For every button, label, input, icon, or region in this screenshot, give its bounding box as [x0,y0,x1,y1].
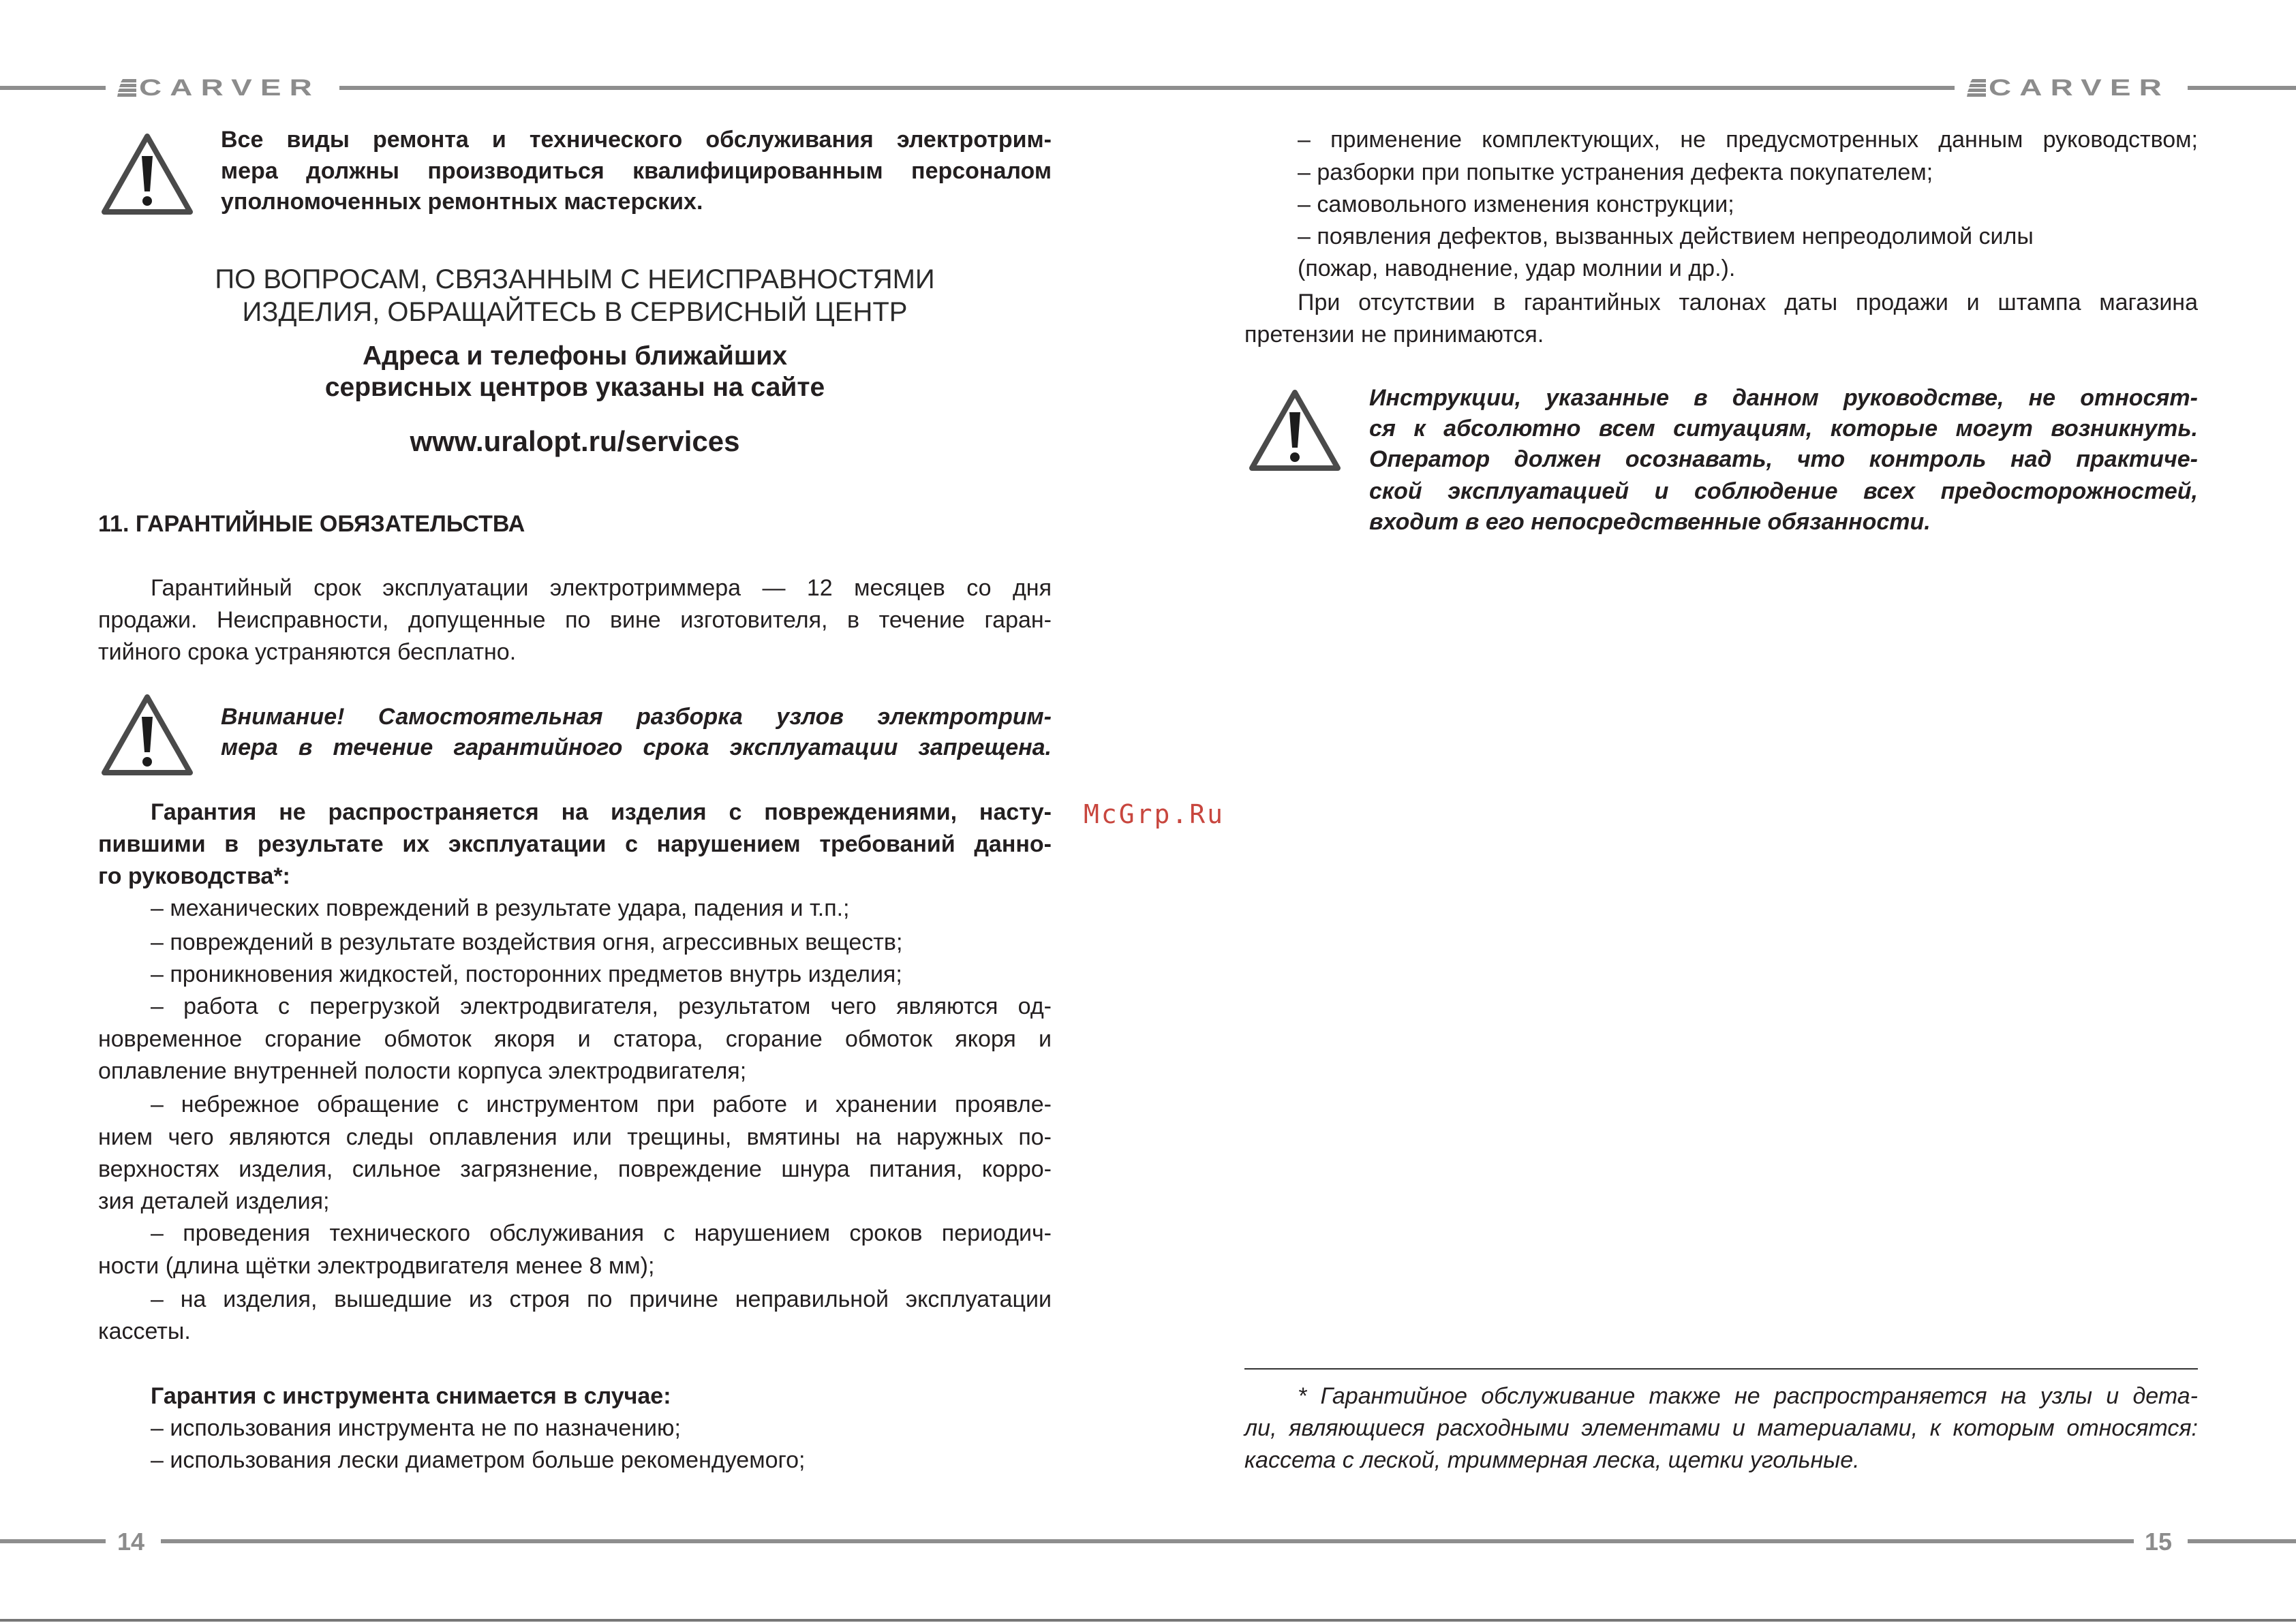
section-title: 11. ГАРАНТИЙНЫЕ ОБЯЗАТЕЛЬСТВА [98,511,525,537]
list-item-continuation: кассеты. [98,1318,191,1344]
list-item-continuation: новременное сгорание обмоток якоря и статора, сгорание обмоток якоря и [98,1026,1052,1052]
warning-line: Внимание! Самостоятельная разборка узлов электротрим- [221,704,1052,730]
header-rule-right [2188,86,2296,90]
service-url: www.uralopt.ru/services [410,425,740,457]
list-item: – использования инструмента не по назначению; [151,1415,681,1441]
list-item: – появления дефектов, вызванных действием непреодолимой силы [1298,223,2034,249]
list-item-continuation: (пожар, наводнение, удар молнии и др.). [1298,256,1736,281]
warning-line: уполномоченных ремонтных мастерских. [221,189,703,215]
header-rule-center [339,86,1955,90]
brand-name: CARVER [1989,75,2170,101]
list-item-continuation: оплавление внутренней полости корпуса электродвигателя; [98,1058,747,1084]
service-addresses-line: Адреса и телефоны ближайших [362,341,788,371]
list-item: – небрежное обращение с инструментом при работе и хранении проявле- [151,1092,1052,1117]
page-bottom-edge [0,1619,2296,1622]
list-item: – механических повреждений в результате удара, падения и т.п.; [151,895,850,921]
carver-logo-icon [117,78,136,97]
warning-line: ся к абсолютно всем ситуациям, которые могут возникнуть. [1369,416,2198,442]
paragraph-line: Гарантийный срок эксплуатации электротриммера — 12 месяцев со дня [151,575,1052,601]
page-number-left: 14 [117,1528,145,1556]
service-notice-line: ИЗДЕЛИЯ, ОБРАЩАЙТЕСЬ В СЕРВИСНЫЙ ЦЕНТР [242,297,908,327]
footer-rule-right [2188,1539,2296,1543]
footnote-separator [1244,1368,2198,1370]
list-item: – применение комплектующих, не предусмотренных данным руководством; [1298,127,2198,153]
list-item-continuation: верхностях изделия, сильное загрязнение, повреждение шнура питания, корро- [98,1156,1052,1182]
footer-rule-left [0,1539,106,1543]
removal-title: Гарантия с инструмента снимается в случае: [151,1383,671,1409]
list-item: – на изделия, вышедшие из строя по причине неправильной эксплуатации [151,1286,1052,1312]
warning-line: Все виды ремонта и технического обслуживания электротрим- [221,127,1052,153]
footnote-line: ли, являющиеся расходными элементами и материалами, к которым относятся: [1244,1415,2198,1441]
list-item: – проведения технического обслуживания с нарушением сроков периодич- [151,1220,1052,1246]
warning-line: мера должны производиться квалифицированным персоналом [221,158,1052,184]
footnote-line: кассета с леской, триммерная леска, щетки угольные. [1244,1447,1860,1473]
list-item: – повреждений в результате воздействия огня, агрессивных веществ; [151,929,903,955]
warning-line: мера в течение гарантийного срока эксплуатации запрещена. [221,735,1052,760]
paragraph-line: пившими в результате их эксплуатации с нарушением требований данно- [98,831,1052,857]
list-item: – самовольного изменения конструкции; [1298,191,1734,217]
paragraph-line: го руководства*: [98,863,290,889]
warning-line: Инструкции, указанные в данном руководстве, не относят- [1369,385,2198,411]
warning-triangle-icon [1246,388,1344,473]
carver-logo-icon [1967,78,1986,97]
paragraph-line: продажи. Неисправности, допущенные по вине изготовителя, в течение гаран- [98,607,1052,633]
footer-rule-center [161,1539,2134,1543]
warning-line: ской эксплуатацией и соблюдение всех предосторожностей, [1369,478,2198,504]
list-item: – работа с перегрузкой электродвигателя, результатом чего являются од- [151,993,1052,1019]
list-item: – использования лески диаметром больше рекомендуемого; [151,1447,806,1473]
paragraph-line: тийного срока устраняются бесплатно. [98,639,517,665]
warning-line: Оператор должен осознавать, что контроль над практиче- [1369,446,2198,472]
service-notice-line: ПО ВОПРОСАМ, СВЯЗАННЫМ С НЕИСПРАВНОСТЯМИ [215,264,935,294]
watermark-text: McGrp.Ru [1084,799,1225,829]
list-item: – проникновения жидкостей, посторонних предметов внутрь изделия; [151,961,902,987]
list-item-continuation: зия деталей изделия; [98,1188,330,1214]
warning-triangle-icon [100,132,195,217]
warning-triangle-icon [100,692,195,777]
warning-line: входит в его непосредственные обязанности. [1369,509,1931,535]
paragraph-line: При отсутствии в гарантийных талонах даты продажи и штампа магазина [1298,290,2198,315]
list-item-continuation: ности (длина щётки электродвигателя менее 8 мм); [98,1253,655,1279]
header-rule-left [0,86,106,90]
brand-name: CARVER [139,75,320,101]
paragraph-line: претензии не принимаются. [1244,322,1544,347]
service-addresses-line: сервисных центров указаны на сайте [324,373,825,402]
paragraph-line: Гарантия не распространяется на изделия с повреждениями, насту- [151,799,1052,825]
page-number-right: 15 [2145,1528,2173,1556]
list-item: – разборки при попытке устранения дефекта покупателем; [1298,159,1933,185]
list-item-continuation: нием чего являются следы оплавления или трещины, вмятины на наружных по- [98,1124,1052,1150]
footnote-line: * Гарантийное обслуживание также не распространяется на узлы и дета- [1298,1383,2198,1409]
